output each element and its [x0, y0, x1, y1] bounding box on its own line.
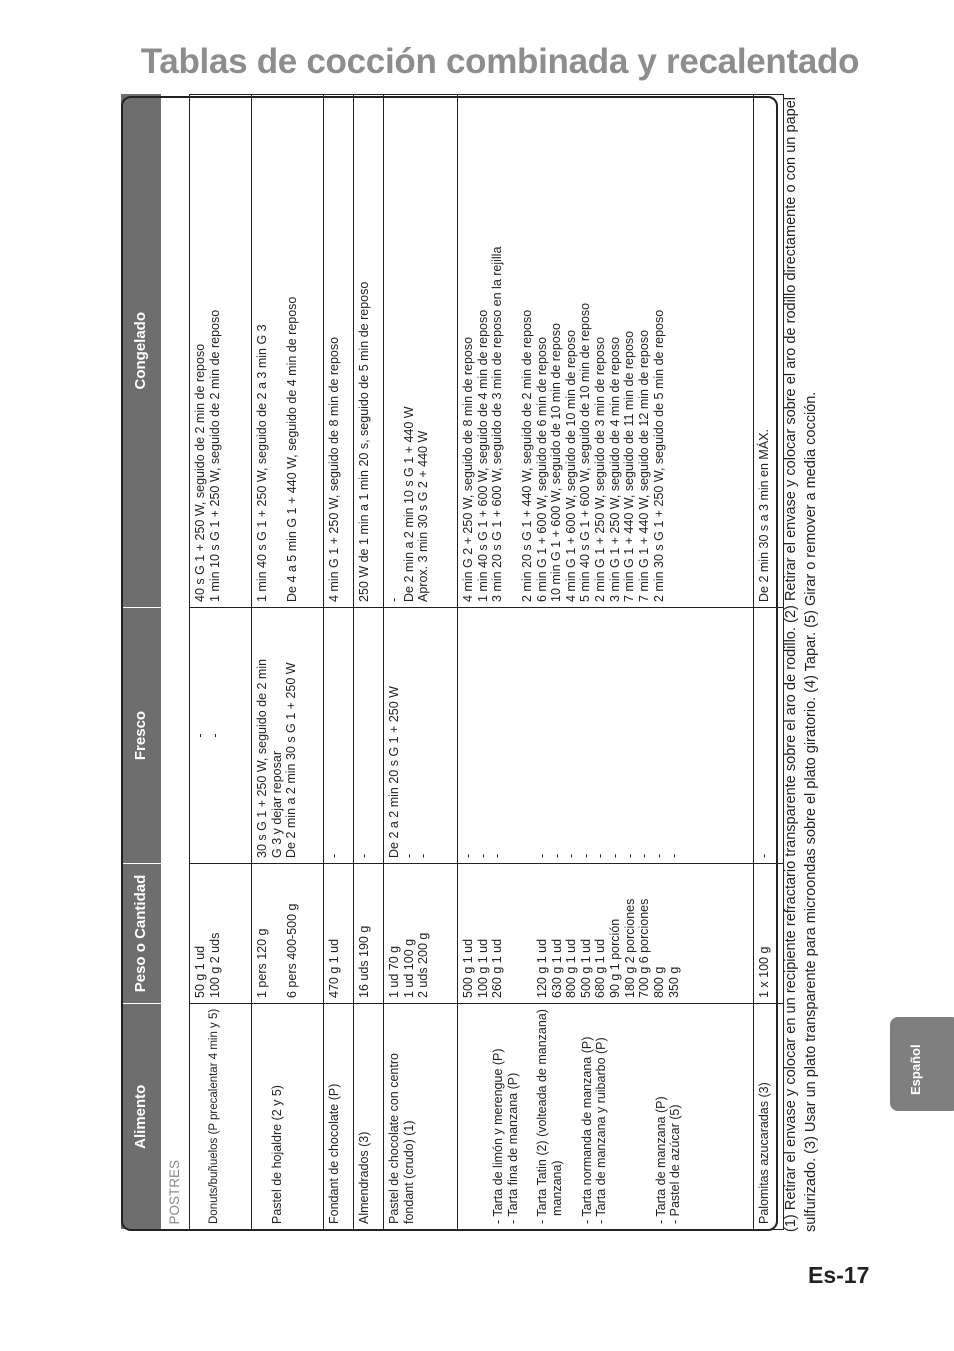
- food-text: - Tarta de manzana (P): [653, 1096, 668, 1224]
- frozen-text: De 2 min a 2 min 10 s G 1 + 440 W: [401, 406, 416, 602]
- food-text: Donuts/buñuelos (P precalentar 4 min y 5): [208, 1008, 220, 1224]
- food-cell: [252, 1004, 324, 1230]
- weight-cell: [252, 864, 324, 1004]
- frozen-text: Aprox. 3 min 30 s G 2 + 440 W: [416, 430, 431, 602]
- weight-cell: [324, 864, 354, 1004]
- weight-text: 180 g 2 porciones: [622, 898, 637, 998]
- section-row: [161, 95, 190, 1230]
- frozen-text: 250 W de 1 min a 1 min 20 s, seguido de 5 min de reposo: [357, 281, 371, 602]
- fresh-text: 30 s G 1 + 250 W, seguido de 2 min: [255, 658, 269, 858]
- page-number: Es-17: [808, 1262, 870, 1288]
- frozen-cell: [354, 95, 384, 608]
- weight-text: 630 g 1 ud: [549, 938, 564, 998]
- fresh-text: De 2 a 2 min 20 s G 1 + 250 W: [387, 686, 401, 858]
- fresh-text: -: [593, 853, 608, 858]
- weight-text: 260 g 1 ud: [490, 938, 505, 998]
- fresh-cell: [252, 608, 324, 864]
- frozen-text: 1 min 40 s G 1 + 250 W, seguido de 2 a 3 min G 3: [255, 324, 269, 602]
- weight-text: 680 g 1 ud: [593, 938, 608, 998]
- fresh-text: -: [564, 853, 579, 858]
- food-cell: [458, 1004, 754, 1230]
- weight-text: 100 g 2 uds: [207, 932, 222, 998]
- weight-text: 800 g 1 ud: [564, 938, 579, 998]
- food-cell: [754, 1004, 784, 1230]
- frozen-text: 40 s G 1 + 250 W, seguido de 2 min de reposo: [193, 343, 207, 602]
- food-text: Pastel de chocolate con centro fondant (crudo) (1): [387, 1053, 416, 1224]
- food-cell: [354, 1004, 384, 1230]
- page-title: Tablas de cocción combinada y recalentado: [140, 42, 860, 81]
- cooking-table: [121, 94, 784, 1230]
- fresh-text: -: [416, 853, 431, 858]
- food-text: - Tarta fina de manzana (P): [505, 1072, 520, 1224]
- cooking-table-rotated: [121, 95, 778, 1230]
- fresh-cell: [324, 608, 354, 864]
- fresh-text: -: [207, 733, 222, 738]
- food-text: - Tarta de limón y merengue (P): [491, 1048, 505, 1224]
- table-row: [458, 95, 754, 1230]
- frozen-cell: [384, 95, 458, 608]
- fresh-cell: [458, 608, 754, 864]
- header-food: Alimento: [121, 1004, 161, 1230]
- food-text: - Tarta normanda de manzana (P): [579, 1036, 594, 1224]
- fresh-text: -: [193, 733, 207, 738]
- section-label: POSTRES: [167, 1159, 182, 1225]
- weight-cell: [384, 864, 458, 1004]
- weight-text: 700 g 6 porciones: [637, 898, 652, 998]
- language-tab-label: Español: [908, 1044, 923, 1095]
- header-weight: Peso o Cantidad: [121, 864, 161, 1004]
- weight-text: 500 g 1 ud: [578, 938, 593, 998]
- food-text: Palomitas azucaradas (3): [757, 1082, 771, 1224]
- weight-cell: [754, 864, 784, 1004]
- frozen-text: 2 min 20 s G 1 + 440 W, seguido de 2 min de reposo: [519, 309, 534, 602]
- fresh-text: -: [757, 853, 771, 858]
- food-text: - Pastel de azúcar (5): [668, 1104, 683, 1224]
- frozen-text: De 2 min 30 s a 3 min en MÁX.: [757, 429, 771, 602]
- weight-cell: [354, 864, 384, 1004]
- weight-text: 470 g 1 ud: [327, 938, 341, 998]
- weight-text: 100 g 1 ud: [475, 938, 490, 998]
- fresh-text: -: [475, 853, 490, 858]
- language-tab: [890, 1017, 954, 1111]
- weight-text: 2 uds 200 g: [416, 932, 431, 998]
- header-frozen: Congelado: [121, 95, 161, 608]
- frozen-text: 1 min 10 s G 1 + 250 W, seguido de 2 min de reposo: [207, 309, 222, 602]
- fresh-text: -: [666, 853, 681, 858]
- table-header-row: [121, 95, 161, 1230]
- weight-text: 1 x 100 g: [757, 946, 771, 998]
- frozen-text: -: [387, 597, 401, 602]
- fresh-text: -: [490, 853, 505, 858]
- weight-text: 1 ud 100 g: [401, 938, 416, 998]
- weight-text: 90 g 1 porción: [608, 918, 622, 998]
- frozen-text: 10 min G 1 + 600 W, seguido de 10 min de reposo: [549, 323, 564, 602]
- weight-text: 1 ud 70 g: [387, 945, 401, 998]
- food-text: Almendrados (3): [357, 1131, 371, 1224]
- fresh-cell: [754, 608, 784, 864]
- frozen-text: 4 min G 1 + 600 W, seguido de 10 min de reposo: [563, 329, 578, 602]
- fresh-text: -: [461, 853, 475, 858]
- fresh-text: -: [327, 853, 341, 858]
- weight-cell: [458, 864, 754, 1004]
- fresh-text: -: [401, 853, 416, 858]
- fresh-text: -: [549, 853, 564, 858]
- weight-text: 500 g 1 ud: [461, 938, 475, 998]
- frozen-cell: [190, 95, 252, 608]
- table-row: [354, 95, 384, 1230]
- weight-text: 16 uds 190 g: [357, 925, 371, 998]
- fresh-cell: [354, 608, 384, 864]
- frozen-text: 4 min G 1 + 250 W, seguido de 8 min de reposo: [327, 336, 341, 602]
- food-text: - Tarta Tatin (2) (volteada de manzana): [535, 1009, 550, 1224]
- food-cell: [384, 1004, 458, 1230]
- frozen-text: 5 min 40 s G 1 + 600 W, seguido de 10 min de reposo: [578, 302, 593, 602]
- fresh-text: -: [578, 853, 593, 858]
- food-cell: [324, 1004, 354, 1230]
- fresh-text: -: [637, 853, 652, 858]
- food-text: Pastel de hojaldre (2 y 5): [270, 1085, 284, 1224]
- weight-text: 50 g 1 ud: [193, 945, 207, 998]
- weight-text: 120 g 1 ud: [534, 938, 549, 998]
- frozen-text: 3 min G 1 + 250 W, seguido de 4 min de reposo: [607, 336, 622, 602]
- fresh-cell: [190, 608, 252, 864]
- table-row: [324, 95, 354, 1230]
- weight-cell: [190, 864, 252, 1004]
- table-row: [190, 95, 252, 1230]
- fresh-text: -: [608, 853, 622, 858]
- fresh-text: -: [651, 853, 666, 858]
- table-row: [384, 95, 458, 1230]
- frozen-cell: [458, 95, 754, 608]
- header-fresh: Fresco: [121, 608, 161, 864]
- frozen-text: 4 min G 2 + 250 W, seguido de 8 min de reposo: [461, 336, 475, 602]
- frozen-text: 7 min G 1 + 440 W, seguido de 11 min de reposo: [622, 330, 637, 602]
- weight-text: 800 g: [651, 966, 666, 998]
- frozen-cell: [252, 95, 324, 608]
- frozen-cell: [754, 95, 784, 608]
- frozen-text: 7 min G 1 + 440 W, seguido de 12 min de reposo: [636, 329, 651, 602]
- frozen-text: 2 min 30 s G 1 + 250 W, seguido de 5 min de reposo: [651, 309, 666, 602]
- fresh-text: -: [357, 853, 371, 858]
- fresh-text: -: [622, 853, 637, 858]
- food-cell: [190, 1004, 252, 1230]
- weight-text: 1 pers 120 g: [255, 928, 269, 998]
- food-text: - Tarta de manzana y ruibarbo (P): [594, 1037, 609, 1224]
- weight-text: 6 pers 400-500 g: [284, 903, 299, 998]
- fresh-cell: [384, 608, 458, 864]
- frozen-text: 6 min G 1 + 600 W, seguido de 6 min de reposo: [534, 336, 549, 602]
- fresh-text: G 3 y dejar reposar: [269, 751, 284, 858]
- frozen-text: 2 min G 1 + 250 W, seguido de 3 min de reposo: [593, 336, 607, 602]
- table-row: [754, 95, 784, 1230]
- frozen-text: 1 min 40 s G 1 + 600 W, seguido de 4 min de reposo: [475, 309, 490, 602]
- frozen-text: De 4 a 5 min G 1 + 440 W, seguido de 4 min de reposo: [284, 296, 299, 602]
- frozen-cell: [324, 95, 354, 608]
- food-text: Fondant de chocolate (P): [327, 1083, 341, 1224]
- table-row: [252, 95, 324, 1230]
- fresh-text: -: [534, 853, 549, 858]
- fresh-text: De 2 min a 2 min 30 s G 1 + 250 W: [284, 662, 299, 858]
- weight-text: 350 g: [666, 966, 681, 998]
- frozen-text: 3 min 20 s G 1 + 600 W, seguido de 3 min de reposo en la rejilla: [490, 246, 505, 602]
- food-text: manzana): [549, 1160, 564, 1216]
- footnotes: (1) Retirar el envase y colocar en un recipiente refractario transparente sobre el aro de rodillo. (2) Retirar el envase y colocar sobre el aro de rodillo directamente o con un papel sulfurizado. (3) Usar un plato transparente para microondas sobre el plato giratorio. (4) Tapar. (5) Girar o remover a media cocción.: [783, 97, 819, 1232]
